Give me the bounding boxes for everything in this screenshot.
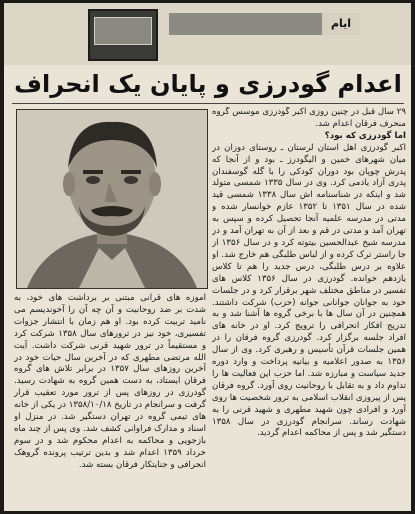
newspaper-page (4, 3, 411, 511)
article-column-right (212, 107, 406, 509)
headline: اعدام گودرزی و پایان یک انحراف (14, 70, 402, 98)
thumbnail-image (94, 17, 152, 45)
headline-rule (12, 103, 404, 104)
article-intro: ۲۹ سال قبل در چنین روزی اکبر گودرزی موسس گروه منحرف فرقان اعدام شد. (212, 107, 406, 129)
section-label: ایام (322, 13, 360, 35)
portrait-illustration (17, 110, 207, 288)
article-question: اما گودرزی که بود؟ (324, 130, 406, 141)
section-thumbnail (88, 9, 158, 61)
article-column-left (14, 293, 206, 509)
article-body-right: اکبر گودرزی اهل استان لرستان ـ روستای دوزان در میان شهرهای خمین و الیگودرز ـ بود و از آنجا که پدرش چوپان بود دوران کودکی را با گله گوسفندان پدری آزاد یادمی کرد. وی در سال ۱۳۳۵ شمسی متولد شد و اینکه در شناسنامه اش سال ۱۳۳۸ شمسی قید شده در سال ۱۳۵۱ تا ۱۳۵۲ عازم خوانسار شده و مدتی در مدرسه علمیه آنجا تحصیل کرده و سپس به تهران آمد و مدتی در قم و بعد از آن به تهران آمد و در مدرسه شیخ عبدالحسین بیتوته کرد و در سال ۱۳۵۶ از جا راستر ترک کرده و از لباس طلبگی هم خارج شد. او علاوه بر درس طلبگی، درس جدید را هم تا کلاس یازدهم خوانده. گودرزی در سال ۱۳۵۶ کلاس های تفسیر در مناطق مختلف شهر برقرار کرد و در جلسات خود به جوانان جوانانی جوانه (حزب) شرکت داشتند. همچنین در آن سال ها با برخی گروه ها آشنا شد و به تدریج افکار انحرافی را ترویج کرد. او در خانه های افراد جلسه برگزار کرد. گودرزی گروه فرقان را در همین جلسات قرآن تأسیس و رهبری کرد. وی از سال ۱۳۵۶ به صدور اعلامیه و بیانیه پرداخت و وارد دوره جدید سیاست و مبارزه شد. اما حزب این فعالیت ها را تداوم داد و به تقابل با روحانیت روی آورد. گروه فرقان پس از پیروزی انقلاب اسلامی به ترور شخصیت ها روی آورد و افرادی چون شهید مطهری و شهید قرنی را به شهادت رساند. سرانجام گودرزی در سال ۱۳۵۸ دستگیر شد و پس از محاکمه اعدام گردید. (212, 142, 406, 439)
masthead (4, 3, 411, 65)
portrait-photo (16, 109, 208, 289)
article-body-left: آموزه های قرآنی مبتنی بر برداشت های خود، به شدت بر ضد روحانیت و آن چه آن را آخوندیسم می نامید تربیت کرده بود. او هم زمان با انتشار جزوات تفسیری، خود نیز در ترورهای سال ۱۳۵۸ شرکت کرد و مستقیماً در ترور شهید قرنی شرکت داشت. آیت الله مرتضی مطهری که در آخرین سال حیات خود در آخرین روزهای سال ۱۳۵۷ در برابر تلاش های گروه فرقان ایستاد، به دست همین گروه به شهادت رسید. گودرزی در روزهای پس از ترور مورد تعقیب قرار گرفت و سرانجام در تاریخ ۱۳۵۸/۱۰/۱۸ در یکی از خانه های تیمی گروه در تهران دستگیر شد. در منزل او اسناد و مدارک فراوانی کشف شد. وی پس از چند ماه بازجویی و محاکمه به اعدام محکوم شد و در سوم خرداد ۱۳۵۹ اعدام شد و بدین ترتیب پرونده گروهک انحرافی و جنایتکار فرقان بسته شد. (14, 293, 206, 470)
